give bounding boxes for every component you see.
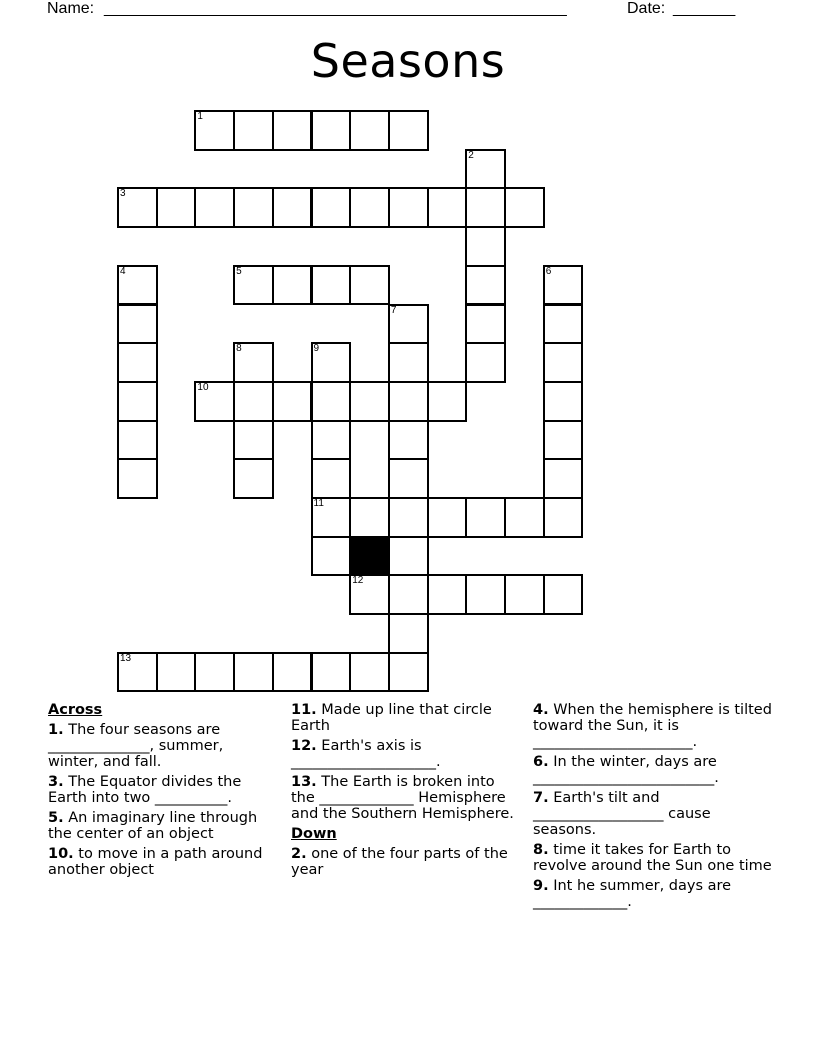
- clue-number: 12: [352, 575, 364, 587]
- grid-cell[interactable]: [311, 458, 352, 499]
- clue-num: 10.: [48, 846, 74, 862]
- clue-number: 3: [120, 188, 126, 200]
- clue-item: [291, 774, 519, 822]
- grid-cell[interactable]: [388, 304, 429, 345]
- grid-cell[interactable]: [117, 342, 158, 383]
- grid-cell[interactable]: [388, 187, 429, 228]
- grid-cell[interactable]: [311, 420, 352, 461]
- page-title: Seasons: [310, 34, 506, 88]
- clue-item: [48, 810, 273, 842]
- grid-cell[interactable]: [543, 420, 584, 461]
- grid-cell[interactable]: [388, 536, 429, 577]
- grid-cell[interactable]: [156, 652, 197, 693]
- clue-text: The Equator divides the Earth into two __________.: [48, 774, 242, 806]
- grid-cell[interactable]: [117, 652, 158, 693]
- clue-number: 4: [120, 265, 126, 277]
- grid-cell[interactable]: [194, 381, 235, 422]
- grid-cell[interactable]: [543, 304, 584, 345]
- grid-cell[interactable]: [272, 110, 313, 151]
- down-heading: Down: [291, 826, 337, 842]
- clue-text: Earth's axis is ____________________.: [291, 738, 441, 770]
- grid-cell[interactable]: [156, 187, 197, 228]
- name-field[interactable]: ____________________________________________________: [104, 0, 567, 17]
- clue-text: When the hemisphere is tilted toward the Sun, it is ______________________.: [533, 702, 772, 750]
- clue-num: 5.: [48, 810, 64, 826]
- grid-cell[interactable]: [465, 226, 506, 267]
- grid-cell[interactable]: [388, 574, 429, 615]
- clue-number: 9: [313, 343, 320, 355]
- grid-cell[interactable]: [543, 574, 584, 615]
- clue-text: one of the four parts of the year: [291, 846, 508, 878]
- grid-cell[interactable]: [427, 574, 468, 615]
- clue-number: 5: [236, 265, 242, 277]
- grid-cell[interactable]: [311, 497, 352, 538]
- clue-num: 12.: [291, 738, 317, 754]
- clue-text: The Earth is broken into the _____________ Hemisphere and the Southern Hemisphere.: [291, 774, 514, 822]
- grid-cell[interactable]: [543, 265, 584, 306]
- grid-cell[interactable]: [388, 342, 429, 383]
- clue-num: 4.: [533, 702, 549, 718]
- grid-cell[interactable]: [311, 381, 352, 422]
- clue-text: The four seasons are ______________, summer, winter, and fall.: [48, 722, 224, 770]
- grid-cell[interactable]: [504, 574, 545, 615]
- grid-cell[interactable]: [272, 652, 313, 693]
- clue-text: time it takes for Earth to revolve around the Sun one time: [533, 842, 772, 874]
- clue-text: Earth's tilt and __________________ cause seasons.: [533, 790, 711, 838]
- grid-cell[interactable]: [311, 652, 352, 693]
- grid-cell[interactable]: [543, 342, 584, 383]
- grid-cell[interactable]: [272, 265, 313, 306]
- clue-text: to move in a path around another object: [48, 846, 263, 878]
- clue-num: 1.: [48, 722, 64, 738]
- clue-number: 11: [313, 498, 324, 509]
- grid-cell[interactable]: [388, 497, 429, 538]
- grid-cell[interactable]: [233, 381, 274, 422]
- date-label: Date:: [627, 0, 666, 17]
- clue-item: [48, 774, 273, 806]
- grid-cell[interactable]: [117, 420, 158, 461]
- grid-cell[interactable]: [465, 497, 506, 538]
- grid-cell[interactable]: [388, 458, 429, 499]
- clue-num: 8.: [533, 842, 549, 858]
- clue-num: 9.: [533, 878, 549, 894]
- grid-cell[interactable]: [465, 304, 506, 345]
- grid-cell[interactable]: [117, 381, 158, 422]
- clue-number: 2: [468, 149, 474, 161]
- clue-item: [533, 702, 773, 750]
- grid-cell[interactable]: [194, 187, 235, 228]
- clue-number: 10: [197, 381, 209, 393]
- clue-num: 11.: [291, 702, 317, 718]
- grid-cell[interactable]: [388, 420, 429, 461]
- grid-cell[interactable]: [117, 265, 158, 306]
- grid-cell[interactable]: [117, 187, 158, 228]
- grid-cell[interactable]: [117, 458, 158, 499]
- clue-item: [533, 842, 773, 874]
- clue-item: [48, 722, 273, 770]
- grid-cell[interactable]: [427, 497, 468, 538]
- clue-item: [291, 846, 519, 878]
- clue-number: 1: [197, 111, 203, 122]
- clue-num: 6.: [533, 754, 549, 770]
- clue-text: Made up line that circle Earth: [291, 702, 492, 734]
- clue-text: An imaginary line through the center of an object: [48, 810, 258, 842]
- clues-column-2: [291, 702, 519, 882]
- name-label: Name:: [47, 0, 95, 17]
- clue-item: [533, 754, 773, 786]
- grid-cell[interactable]: [465, 187, 506, 228]
- grid-cell[interactable]: [233, 342, 274, 383]
- grid-cell[interactable]: [117, 304, 158, 345]
- across-heading: Across: [48, 702, 103, 718]
- clue-number: 13: [120, 652, 132, 664]
- grid-cell[interactable]: [388, 613, 429, 654]
- grid-cell[interactable]: [388, 652, 429, 693]
- clue-num: 13.: [291, 774, 317, 790]
- clue-text: Int he summer, days are _____________.: [533, 878, 732, 910]
- grid-cell[interactable]: [233, 265, 274, 306]
- grid-cell[interactable]: [465, 342, 506, 383]
- grid-cell[interactable]: [311, 187, 352, 228]
- clues-column-1: [48, 702, 273, 882]
- grid-cell[interactable]: [427, 381, 468, 422]
- clue-num: 7.: [533, 790, 549, 806]
- grid-cell[interactable]: [543, 497, 584, 538]
- clue-item: [291, 738, 519, 770]
- grid-cell[interactable]: [543, 381, 584, 422]
- clue-item: [533, 878, 773, 910]
- clue-number: 6: [545, 265, 552, 277]
- grid-cell[interactable]: [465, 574, 506, 615]
- grid-cell[interactable]: [388, 110, 429, 151]
- grid-cell[interactable]: [349, 574, 390, 615]
- grid-cell[interactable]: [349, 265, 390, 306]
- grid-cell[interactable]: [388, 381, 429, 422]
- grid-cell[interactable]: [194, 652, 235, 693]
- grid-cell[interactable]: [233, 420, 274, 461]
- grid-cell[interactable]: [349, 652, 390, 693]
- grid-cell[interactable]: [233, 458, 274, 499]
- grid-cell[interactable]: [504, 187, 545, 228]
- clue-number: 7: [390, 304, 397, 316]
- grid-cell[interactable]: [349, 381, 390, 422]
- grid-cell[interactable]: [311, 536, 352, 577]
- grid-cell[interactable]: [349, 187, 390, 228]
- clue-num: 2.: [291, 846, 307, 862]
- clue-num: 3.: [48, 774, 64, 790]
- grid-cell[interactable]: [233, 110, 274, 151]
- grid-cell[interactable]: [349, 110, 390, 151]
- grid-cell[interactable]: [311, 342, 352, 383]
- grid-cell[interactable]: [311, 265, 352, 306]
- clues-column-3: [533, 702, 773, 914]
- grid-cell[interactable]: [272, 187, 313, 228]
- clue-text: In the winter, days are _________________________.: [533, 754, 719, 786]
- grid-cell[interactable]: [427, 187, 468, 228]
- black-cell: [349, 536, 390, 577]
- grid-cell[interactable]: [349, 497, 390, 538]
- grid-cell[interactable]: [233, 187, 274, 228]
- clue-number: 8: [236, 343, 242, 355]
- grid-cell[interactable]: [465, 149, 506, 190]
- grid-cell[interactable]: [543, 458, 584, 499]
- grid-cell[interactable]: [272, 381, 313, 422]
- grid-cell[interactable]: [465, 265, 506, 306]
- grid-cell[interactable]: [311, 110, 352, 151]
- grid-cell[interactable]: [233, 652, 274, 693]
- grid-cell[interactable]: [194, 110, 235, 151]
- clue-item: [48, 846, 273, 878]
- clue-item: [533, 790, 773, 838]
- clue-item: [291, 702, 519, 734]
- grid-cell[interactable]: [504, 497, 545, 538]
- date-field[interactable]: _______: [673, 0, 736, 17]
